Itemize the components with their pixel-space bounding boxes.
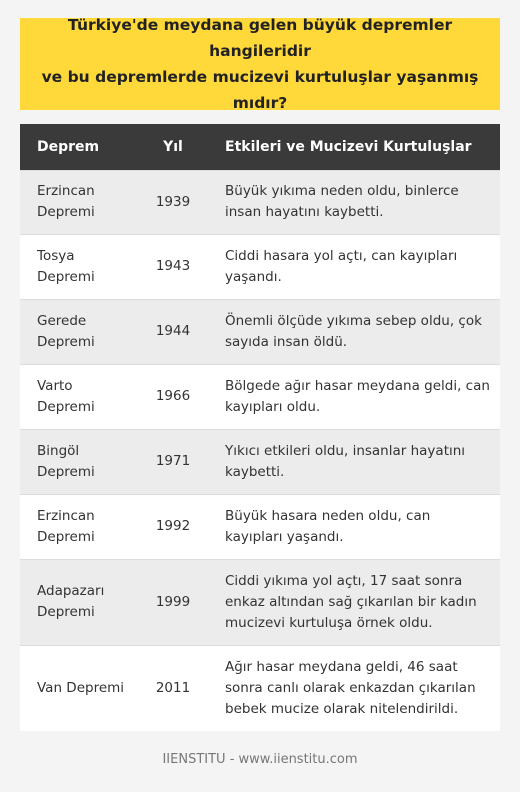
cell-yil: 1999 (155, 593, 191, 610)
table-header-row (20, 124, 500, 170)
header-deprem: Deprem (37, 138, 100, 155)
cell-etki: Büyük yıkıma neden oldu, binlerce insan hayatını kaybetti. (225, 183, 459, 220)
earthquake-table (20, 124, 500, 731)
cell-etki: Ağır hasar meydana geldi, 46 saat sonra canlı olarak enkazdan çıkarılan bebek mucize olarak nitelendirildi. (225, 658, 476, 717)
cell-deprem: Van Depremi (37, 679, 125, 696)
table-row (20, 559, 500, 645)
cell-deprem: Gerede Depremi (37, 312, 95, 350)
table-row (20, 234, 500, 299)
cell-deprem: Adapazarı Depremi (37, 583, 105, 620)
cell-deprem: Erzincan Depremi (37, 507, 95, 545)
cell-yil: 1943 (155, 258, 191, 274)
cell-etki: Bölgede ağır hasar meydana geldi, can kayıpları oldu. (225, 377, 490, 415)
cell-deprem: Tosya Depremi (37, 247, 95, 285)
page-title: Türkiye'de meydana gelen büyük depremler hangileridir ve bu depremlerde mucizevi kurtuluşlar yaşanmış mıdır? (41, 16, 479, 112)
cell-etki: Büyük hasara neden oldu, can kayıpları yaşandı. (225, 507, 431, 545)
table-row (20, 494, 500, 559)
table-row (20, 645, 500, 731)
cell-yil: 2011 (155, 679, 191, 696)
cell-yil: 1966 (155, 388, 191, 404)
cell-etki: Ciddi hasara yol açtı, can kayıpları yaşandı. (225, 247, 458, 285)
cell-deprem: Bingöl Depremi (37, 442, 95, 480)
cell-yil: 1992 (155, 518, 191, 534)
cell-deprem: Varto Depremi (37, 377, 95, 415)
cell-deprem: Erzincan Depremi (37, 183, 95, 220)
table-row (20, 299, 500, 364)
table-row (20, 364, 500, 429)
footer-credit: IIENSTITU - www.iienstitu.com (162, 752, 358, 767)
header-yil: Yıl (163, 138, 183, 155)
cell-yil: 1944 (155, 323, 191, 339)
cell-etki: Yıkıcı etkileri oldu, insanlar hayatını kaybetti. (225, 442, 466, 480)
cell-etki: Önemli ölçüde yıkıma sebep oldu, çok sayıda insan öldü. (225, 312, 482, 350)
title-banner (20, 18, 500, 110)
cell-yil: 1971 (155, 453, 191, 469)
table-row (20, 429, 500, 494)
header-etkiler: Etkileri ve Mucizevi Kurtuluşlar (225, 138, 472, 155)
cell-yil: 1939 (155, 193, 191, 210)
table-row (20, 170, 500, 234)
cell-etki: Ciddi yıkıma yol açtı, 17 saat sonra enkaz altından sağ çıkarılan bir kadın mucizevi kurtuluşa örnek oldu. (225, 572, 477, 631)
